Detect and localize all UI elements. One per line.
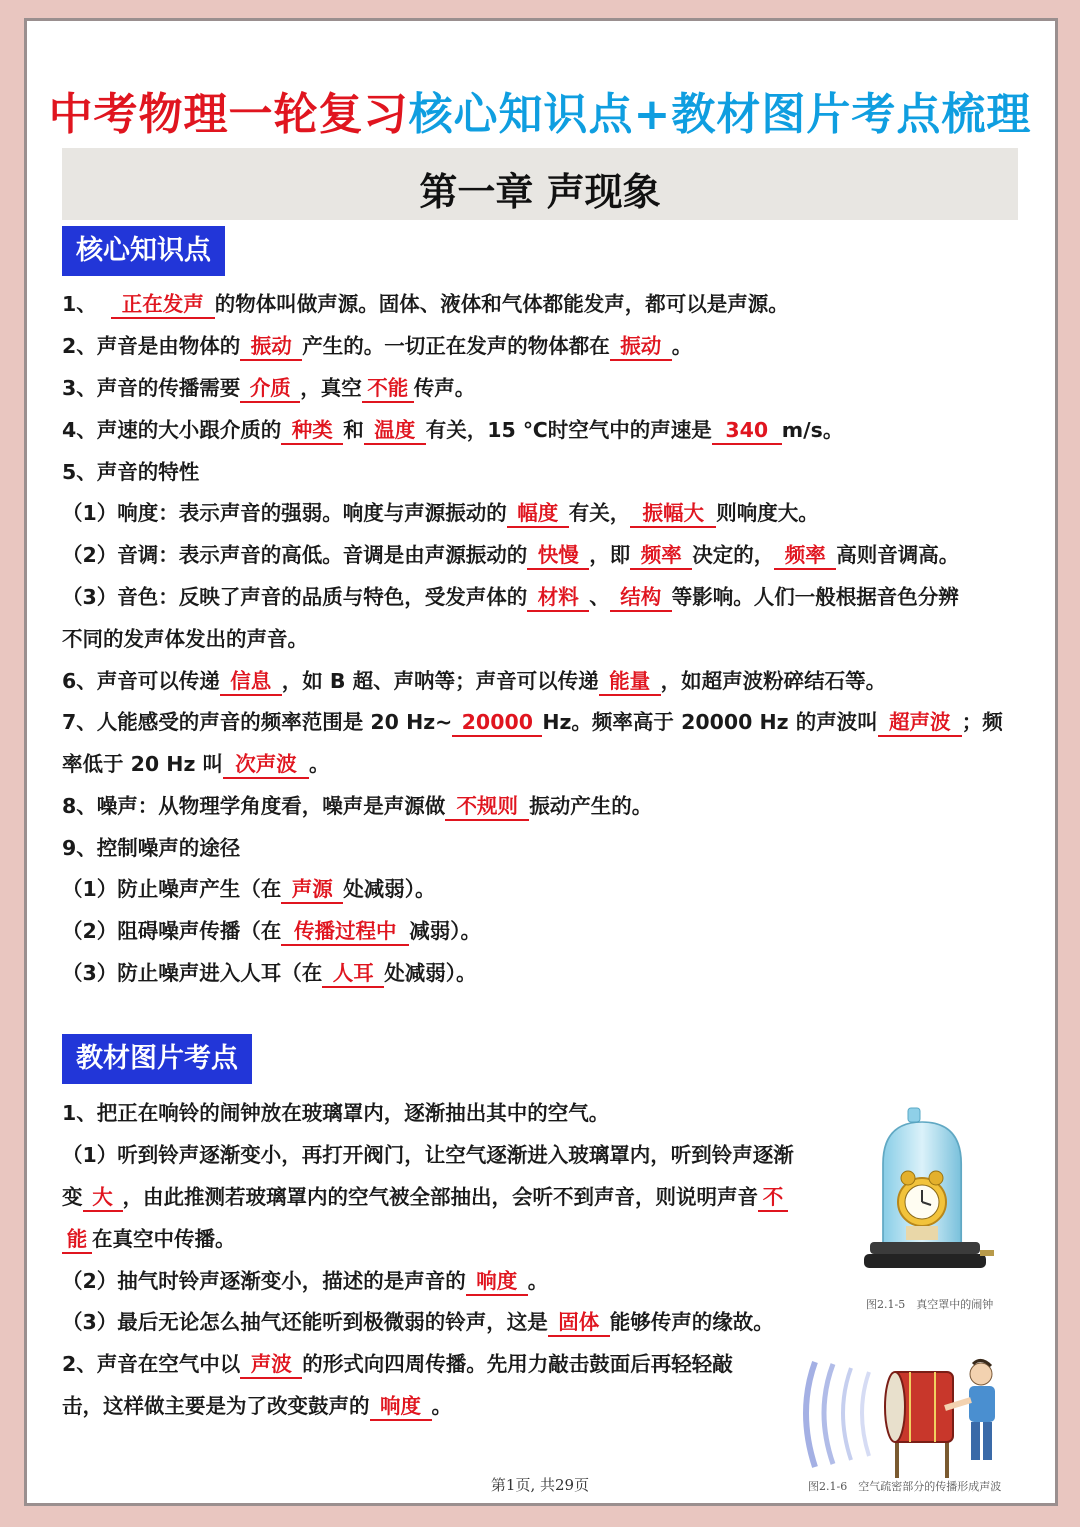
answer-blank: 超声波 — [878, 709, 962, 737]
page-footer: 第1页, 共29页 — [490, 1476, 590, 1494]
answer-blank: 结构 — [610, 584, 672, 612]
line-text: 产生的。一切正在发声的物体都在 — [302, 334, 610, 358]
answer-blank: 大 — [83, 1184, 123, 1212]
core-line-6 — [62, 498, 819, 528]
line-text: 。 — [431, 1394, 452, 1418]
answer-blank: 次声波 — [223, 751, 309, 779]
core-line-15 — [62, 874, 436, 904]
line-text: 4、声速的大小跟介质的 — [62, 418, 282, 442]
answer-blank: 能量 — [599, 668, 661, 696]
line-text: 减弱）。 — [409, 919, 482, 943]
main-title — [0, 78, 1080, 142]
line-text: ，如 B 超、声呐等；声音可以传递 — [281, 669, 599, 693]
textbook-line-8 — [62, 1391, 452, 1421]
line-text: （3）最后无论怎么抽气还能听到极微弱的铃声，这是 — [62, 1310, 548, 1334]
answer-blank: 不 — [758, 1184, 788, 1212]
chapter-bar — [62, 148, 1018, 220]
line-text: ，由此推测若玻璃罩内的空气被全部抽出，会听不到声音，则说明声音 — [122, 1185, 758, 1209]
answer-blank: 快慢 — [527, 542, 589, 570]
textbook-line-4 — [62, 1224, 236, 1254]
core-line-14: 9、控制噪声的途径 — [62, 836, 241, 860]
answer-blank: 种类 — [281, 417, 343, 445]
core-line-11 — [62, 707, 1003, 737]
line-text: Hz。频率高于 20000 Hz 的声波叫 — [542, 710, 878, 734]
core-line-8 — [62, 582, 959, 612]
drum-figure — [795, 1342, 1020, 1480]
line-text: 8、噪声：从物理学角度看，噪声是声源做 — [62, 794, 446, 818]
core-line-13 — [62, 791, 652, 821]
answer-blank: 介质 — [240, 375, 300, 403]
line-text: （2）阻碍噪声传播（在 — [62, 919, 282, 943]
drum-figure-caption: 图2.1-6 空气疏密部分的传播形成声波 — [808, 1480, 1002, 1493]
textbook-line-3 — [62, 1182, 788, 1212]
answer-blank: 材料 — [527, 584, 589, 612]
section-textbook-tag: 教材图片考点 — [62, 1034, 252, 1084]
title-blue-part: 核心知识点+教材图片考点梳理 — [408, 89, 1032, 140]
core-line-5: 5、声音的特性 — [62, 460, 200, 484]
textbook-line-5 — [62, 1266, 548, 1296]
answer-blank: 340 — [712, 417, 782, 445]
line-text: 传声。 — [413, 376, 476, 400]
line-text: 。 — [671, 334, 693, 358]
answer-blank: 20000 — [452, 709, 542, 737]
line-text: 6、声音可以传递 — [62, 669, 220, 693]
core-line-3 — [62, 373, 475, 403]
core-line-1 — [62, 289, 789, 319]
core-line-7 — [62, 540, 959, 570]
textbook-line-2: （1）听到铃声逐渐变小，再打开阀门，让空气逐渐进入玻璃罩内，听到铃声逐渐 — [62, 1143, 794, 1167]
line-text: 率低于 20 Hz 叫 — [62, 752, 224, 776]
line-text: （3）防止噪声进入人耳（在 — [62, 961, 323, 985]
line-text: （3）音色：反映了声音的品质与特色，受发声体的 — [62, 585, 528, 609]
answer-blank: 不能 — [362, 375, 414, 403]
core-line-4 — [62, 415, 843, 445]
line-text: 。 — [309, 752, 330, 776]
core-line-9: 不同的发声体发出的声音。 — [62, 627, 308, 651]
bell-figure-caption: 图2.1-5 真空罩中的闹钟 — [866, 1298, 994, 1311]
answer-blank: 频率 — [774, 542, 836, 570]
line-text: （2）音调：表示声音的高低。音调是由声源振动的 — [62, 543, 528, 567]
line-text: 变 — [62, 1185, 83, 1209]
title-red-part: 中考物理一轮复习 — [48, 89, 409, 140]
line-text: 决定的， — [692, 543, 775, 567]
answer-blank: 响度 — [370, 1393, 432, 1421]
textbook-line-1: 1、把正在响铃的闹钟放在玻璃罩内，逐渐抽出其中的空气。 — [62, 1101, 610, 1125]
line-text: ，如超声波粉碎结石等。 — [660, 669, 887, 693]
line-text: （1）响度：表示声音的强弱。响度与声源振动的 — [62, 501, 507, 525]
line-text: m/s。 — [781, 418, 844, 442]
line-text: 的形式向四周传播。先用力敲击鼓面后再轻轻敲 — [302, 1352, 733, 1376]
answer-blank: 频率 — [630, 542, 692, 570]
line-text: ，真空 — [300, 376, 362, 400]
line-text: 有关， — [568, 501, 631, 525]
answer-blank: 不规则 — [445, 793, 529, 821]
answer-blank: 响度 — [466, 1268, 528, 1296]
line-text: 2、声音是由物体的 — [62, 334, 241, 358]
core-line-16 — [62, 916, 481, 946]
line-text: ，即 — [589, 543, 631, 567]
answer-blank: 信息 — [220, 668, 282, 696]
line-text: 的物体叫做声源。固体、液体和气体都能发声，都可以是声源。 — [214, 292, 789, 316]
answer-blank: 人耳 — [322, 960, 384, 988]
answer-blank: 振动 — [240, 333, 302, 361]
answer-blank: 声源 — [281, 876, 343, 904]
chapter-title: 第一章 声现象 — [419, 170, 661, 214]
line-text: 处减弱）。 — [384, 961, 477, 985]
line-text: 振动产生的。 — [529, 794, 653, 818]
line-text: 击，这样做主要是为了改变鼓声的 — [62, 1394, 370, 1418]
line-text: 能够传声的缘故。 — [609, 1310, 774, 1334]
answer-blank: 正在发声 — [111, 291, 215, 319]
line-text: 和 — [343, 418, 364, 442]
answer-blank: 能 — [62, 1226, 92, 1254]
answer-blank: 传播过程中 — [281, 918, 409, 946]
line-text: 、 — [589, 585, 610, 609]
line-text: （2）抽气时铃声逐渐变小，描述的是声音的 — [62, 1269, 466, 1293]
core-line-12 — [62, 749, 330, 779]
line-text: 2、声音在空气中以 — [62, 1352, 241, 1376]
line-text: 。 — [527, 1269, 549, 1293]
line-text: 等影响。人们一般根据音色分辨 — [671, 585, 959, 609]
core-line-2 — [62, 331, 692, 361]
section-core-tag: 核心知识点 — [62, 226, 225, 276]
answer-blank: 幅度 — [507, 500, 569, 528]
line-text: （1）防止噪声产生（在 — [62, 877, 282, 901]
answer-blank: 温度 — [364, 417, 426, 445]
textbook-line-7 — [62, 1349, 733, 1379]
core-line-10 — [62, 666, 886, 696]
answer-blank: 振动 — [610, 333, 672, 361]
answer-blank: 固体 — [548, 1309, 610, 1337]
textbook-line-6 — [62, 1307, 774, 1337]
line-text: 3、声音的传播需要 — [62, 376, 241, 400]
line-text: 高则音调高。 — [836, 543, 960, 567]
answer-blank: 振幅大 — [630, 500, 716, 528]
line-text: 在真空中传播。 — [92, 1227, 236, 1251]
line-text: 7、人能感受的声音的频率范围是 20 Hz~ — [62, 710, 453, 734]
answer-blank: 声波 — [240, 1351, 302, 1379]
line-text: 1、 — [62, 292, 97, 316]
line-text: 处减弱）。 — [343, 877, 436, 901]
line-text: ；频 — [961, 710, 1003, 734]
line-text: 有关，15 ℃时空气中的声速是 — [425, 418, 712, 442]
bell-jar-figure — [860, 1104, 1000, 1294]
line-text: 则响度大。 — [716, 501, 819, 525]
core-line-17 — [62, 958, 477, 988]
